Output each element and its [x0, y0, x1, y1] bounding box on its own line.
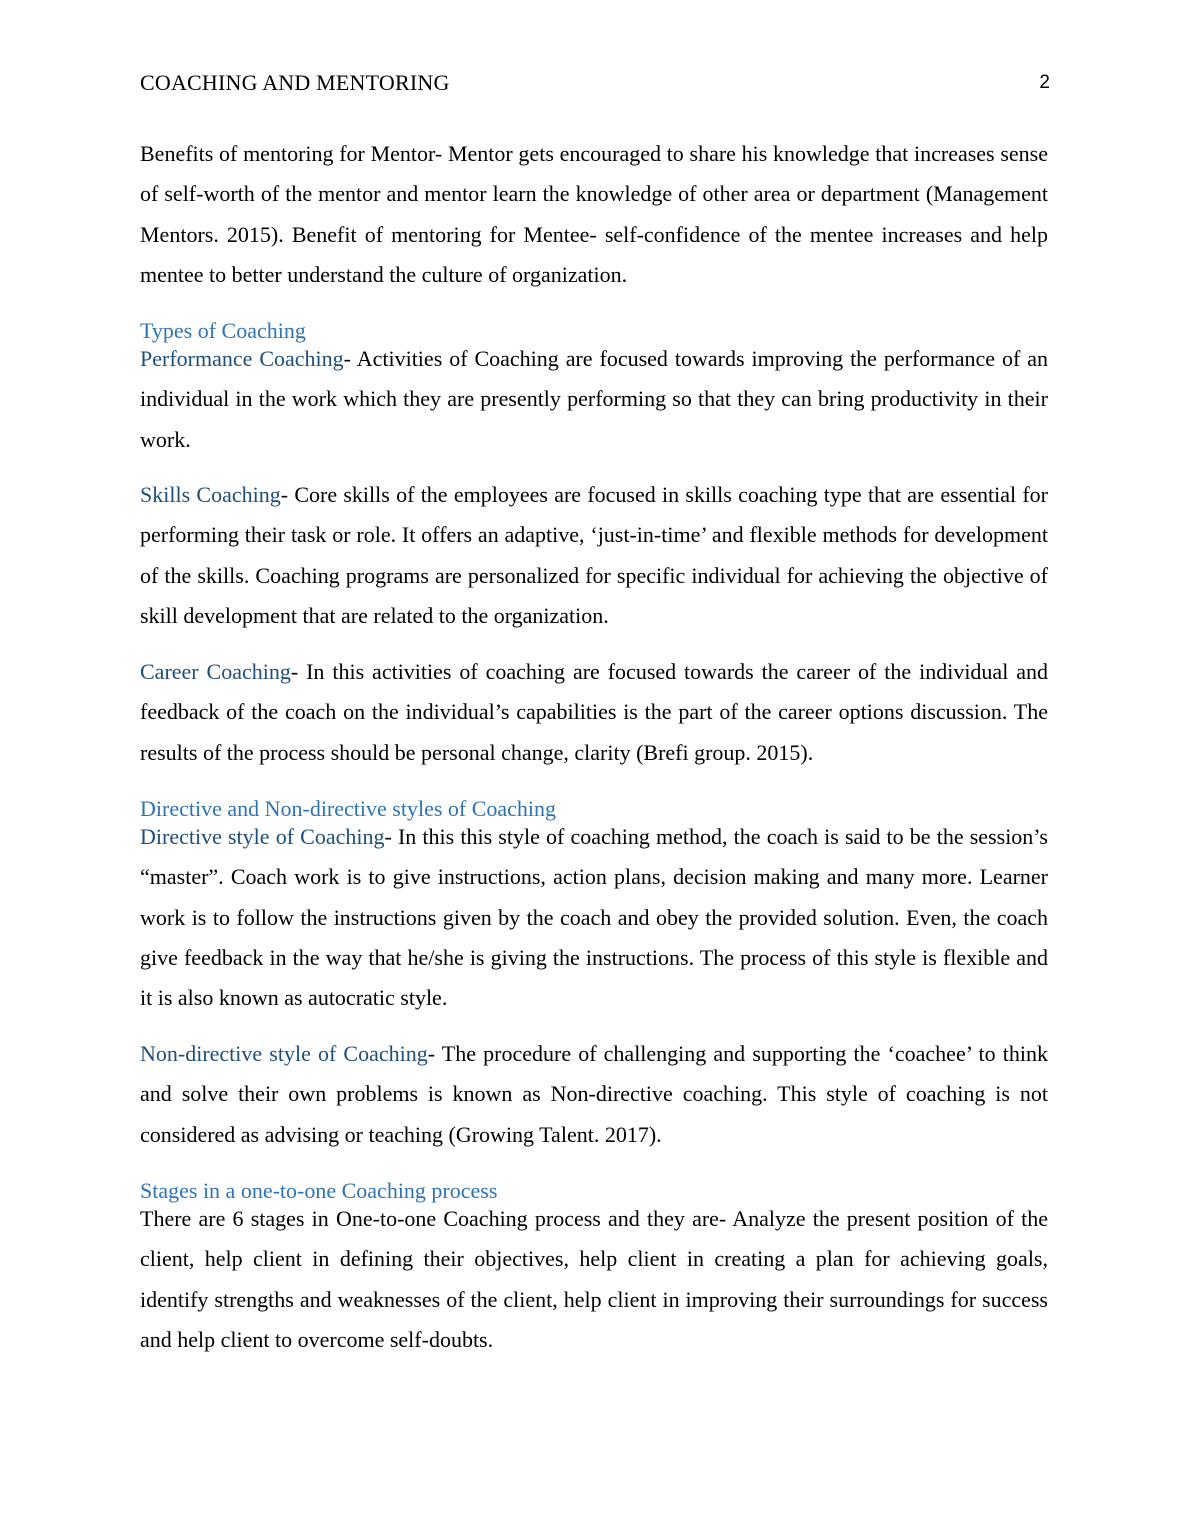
stages-paragraph: [140, 1199, 1048, 1360]
skills-coaching-text: - Core skills of the employees are focused in skills coaching type that are essential for performing their task or role. It offers an adaptive, ‘just-in-time’ and flexible methods for development of the skills. Coaching programs are personalized for specific individual for achieving the objective of skill development that are related to the organization.: [140, 482, 1049, 628]
non-directive-style-text: - The procedure of challenging and supporting the ‘coachee’ to think and solve their own problems is known as Non-directive coaching. This style of coaching is not considered as advising or teaching (Growing Talent. 2017).: [140, 1041, 1048, 1147]
directive-style-label: Directive style of Coaching: [140, 824, 385, 849]
non-directive-style-paragraph: [140, 1034, 1048, 1155]
benefits-text: Benefits of mentoring for Mentor- Mentor gets encouraged to share his knowledge that increases sense of self-worth of the mentor and mentor learn the knowledge of other area or department (Management Mentors. 2015). Benefit of mentoring for Mentee- self-confidence of the mentee increases and help mentee to better understand the culture of organization.: [140, 141, 1048, 287]
performance-coaching-paragraph: [140, 339, 1048, 460]
benefits-paragraph: [140, 134, 1048, 295]
directive-style-text: - In this this style of coaching method, the coach is said to be the session’s “master”. Coach work is to give instructions, action plans, decision making and many more. Learner work is to follow the instructions given by the coach and obey the provided solution. Even, the coach give feedback in the way that he/she is giving the instructions. The process of this style is flexible and it is also known as autocratic style.: [140, 824, 1048, 1011]
career-coaching-text: - In this activities of coaching are focused towards the career of the individual and feedback of the coach on the individual’s capabilities is the part of the career options discussion. The results of the process should be personal change, clarity (Brefi group. 2015).: [140, 659, 1048, 765]
skills-coaching-paragraph: [140, 475, 1048, 636]
non-directive-style-label: Non-directive style of Coaching: [140, 1041, 428, 1066]
performance-coaching-label: Performance Coaching: [140, 346, 344, 371]
performance-coaching-text: - Activities of Coaching are focused towards improving the performance of an individual in the work which they are presently performing so that they can bring productivity in their work.: [140, 346, 1049, 452]
skills-coaching-label: Skills Coaching: [140, 482, 281, 507]
stages-text: There are 6 stages in One-to-one Coaching process and they are- Analyze the present position of the client, help client in defining their objectives, help client in creating a plan for achieving goals, identify strengths and weaknesses of the client, help client in improving their surroundings for success and help client to overcome self-doubts.: [140, 1206, 1048, 1352]
career-coaching-label: Career Coaching: [140, 659, 291, 684]
styles-of-coaching-heading: Directive and Non-directive styles of Coaching: [140, 796, 557, 821]
directive-style-paragraph: [140, 817, 1048, 1018]
career-coaching-paragraph: [140, 652, 1048, 773]
stages-heading: Stages in a one-to-one Coaching process: [140, 1178, 498, 1203]
types-of-coaching-heading: Types of Coaching: [140, 318, 306, 343]
running-header-title: COACHING AND MENTORING: [140, 70, 450, 95]
page-number: 2: [1039, 72, 1050, 93]
